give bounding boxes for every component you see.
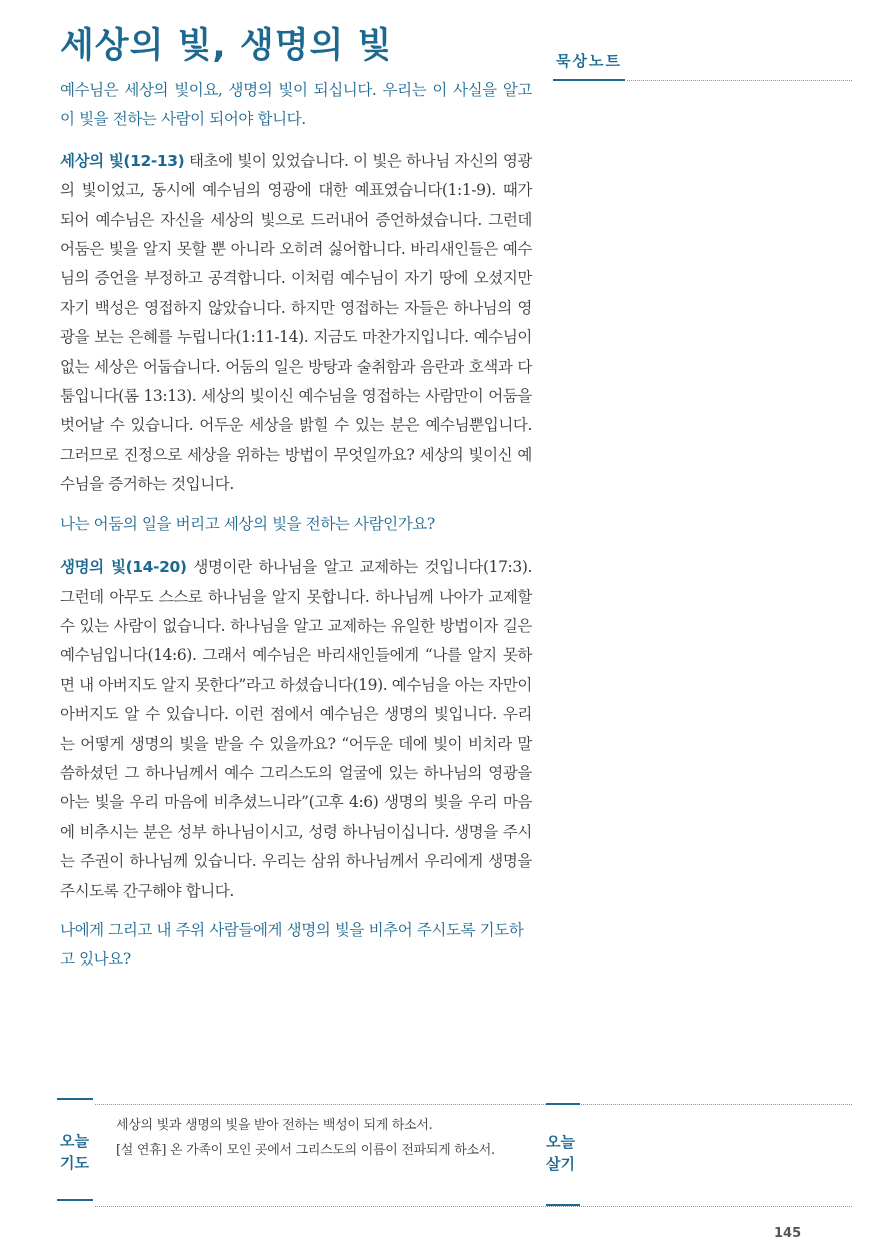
- section-world-light: [60, 147, 532, 500]
- reflection-question: 나에게 그리고 내 주위 사람들에게 생명의 빛을 비추어 주시도록 기도하고 있나요?: [60, 920, 524, 969]
- live-rule-accent: [546, 1204, 580, 1206]
- footer-rule-accent: [57, 1199, 93, 1201]
- main-text-column: [60, 76, 532, 989]
- meditation-notes-label: 묵상노트: [556, 52, 622, 70]
- prayer-line: 세상의 빛과 생명의 빛을 받아 전하는 백성이 되게 하소서.: [116, 1118, 433, 1133]
- section-heading: 생명의 빛(14-20): [60, 558, 187, 577]
- notes-rule-dotted: [627, 80, 852, 81]
- footer-rule-accent: [57, 1098, 93, 1100]
- today-prayer-label: 오늘 기도: [60, 1132, 89, 1172]
- prayer-line: [설 연휴] 온 가족이 모인 곳에서 그리스도의 이름이 전파되게 하소서.: [116, 1143, 495, 1158]
- live-rule-accent: [546, 1103, 580, 1105]
- section-life-light: [60, 553, 532, 906]
- section-body: 생명이란 하나님을 알고 교제하는 것입니다(17:3). 그런데 아무도 스스로 하나님을 알지 못합니다. 하나님께 나아가 교제할 수 있는 사람이 없습니다. 하나님을 알고 교제하는 유일한 방법이자 길은 예수님입니다(14:6). 그래서 예수님은 바리새인들에게 “나를 알지 못하면 내 아버지도 알지 못한다”라고 하셨습니다(19). 예수님을 아는 자만이 아버지도 알 수 있습니다. 이런 점에서 예수님은 생명의 빛입니다. 우리는 어떻게 생명의 빛을 받을 수 있을까요? “어두운 데에 빛이 비치라 말씀하셨던 그 하나님께서 예수 그리스도의 얼굴에 있는 하나님의 영광을 아는 빛을 우리 마음에 비추셨느니라”(고후 4:6) 생명의 빛을 우리 마음에 비추시는 분은 성부 하나님이시고, 성령 하나님이십니다. 생명을 주시는 주권이 하나님께 있습니다. 우리는 삼위 하나님께서 우리에게 생명을 주시도록 간구해야 합니다.: [60, 558, 532, 900]
- today-prayer-text: [116, 1113, 536, 1163]
- footer-rule-dotted: [95, 1104, 852, 1105]
- footer-rule-dotted: [95, 1206, 852, 1207]
- page-title: 세상의 빛, 생명의 빛: [60, 26, 393, 66]
- intro-paragraph: 예수님은 세상의 빛이요, 생명의 빛이 되십니다. 우리는 이 사실을 알고 이 빛을 전하는 사람이 되어야 합니다.: [60, 81, 532, 129]
- section-heading: 세상의 빛(12-13): [60, 151, 185, 170]
- today-living-label: 오늘 살기: [546, 1133, 575, 1173]
- reflection-question: 나는 어둠의 일을 버리고 세상의 빛을 전하는 사람인가요?: [60, 514, 435, 533]
- notes-rule-accent: [553, 79, 625, 81]
- section-body: 태초에 빛이 있었습니다. 이 빛은 하나님 자신의 영광의 빛이었고, 동시에 예수님의 영광에 대한 예표였습니다(1:1-9). 때가 되어 예수님은 자신을 세상의 빛으로 드러내어 증언하셨습니다. 그런데 어둠은 빛을 알지 못할 뿐 아니라 오히려 싫어합니다. 바리새인들은 예수님의 증언을 부정하고 공격합니다. 이처럼 예수님이 자기 땅에 오셨지만 자기 백성은 영접하지 않았습니다. 하지만 영접하는 자들은 하나님의 영광을 보는 은혜를 누립니다(1:11-14). 지금도 마찬가지입니다. 예수님이 없는 세상은 어둡습니다. 어둠의 일은 방탕과 술취함과 음란과 호색과 다툼입니다(롬 13:13). 세상의 빛이신 예수님을 영접하는 사람만이 어둠을 벗어날 수 있습니다. 어두운 세상을 밝힐 수 있는 분은 예수님뿐입니다. 그러므로 진정으로 세상을 위하는 방법이 무엇일까요? 세상의 빛이신 예수님을 증거하는 것입니다.: [60, 151, 532, 494]
- page-number: 145: [774, 1226, 802, 1241]
